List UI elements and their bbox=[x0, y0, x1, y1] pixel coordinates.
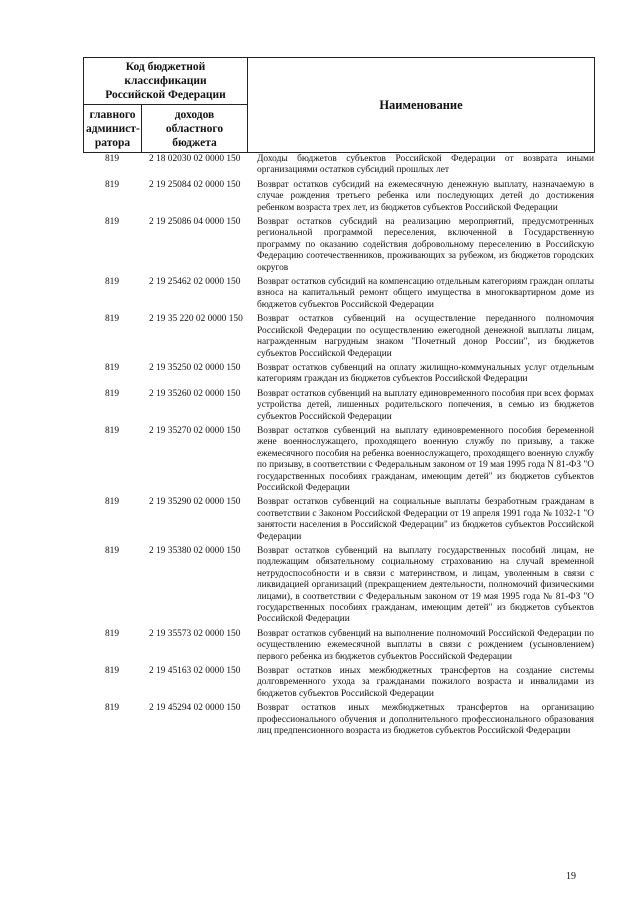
admin-code-cell: 819 bbox=[104, 666, 120, 677]
table-row bbox=[83, 666, 594, 703]
header-table bbox=[83, 57, 595, 153]
name-cell: Возврат остатков субвенций на осуществление переданного полномочия Российской Федерации по осуществлению ежегодной денежной выплаты лицам, награжденным нагрудным знаком "Почетный донор России", из бюджетов субъектов Российской Федерации bbox=[257, 314, 594, 359]
income-code-cell: 2 19 25462 02 0000 150 bbox=[149, 277, 241, 288]
income-code-cell: 2 19 35250 02 0000 150 bbox=[149, 362, 241, 373]
admin-code-cell: 819 bbox=[104, 154, 120, 164]
table-row bbox=[83, 703, 594, 740]
table-row bbox=[83, 363, 594, 389]
table-row bbox=[83, 426, 594, 497]
name-cell: Возврат остатков субвенций на выполнение полномочий Российской Федерации по осуществлению ежемесячной выплаты в связи с рождением (усыновлением) первого ребенка из бюджетов субъектов Российской Федерации bbox=[257, 628, 594, 662]
name-cell: Возврат остатков субсидий на реализацию мероприятий, предусмотренных региональной программой переселения, включенной в Государственную программу по оказанию содействия добровольному переселению в Российскую Федерацию соотечественников, проживающих за рубежом, из бюджетов городских округов bbox=[257, 217, 594, 273]
table-row bbox=[83, 546, 594, 629]
admin-code-cell: 819 bbox=[104, 628, 120, 639]
income-code-cell: 2 18 02030 02 0000 150 bbox=[149, 154, 241, 164]
admin-code-cell: 819 bbox=[104, 703, 120, 714]
income-code-cell: 2 19 25086 04 0000 150 bbox=[149, 217, 241, 228]
admin-code-cell: 819 bbox=[104, 217, 120, 228]
table-row bbox=[83, 217, 594, 277]
admin-code-cell: 819 bbox=[104, 546, 120, 556]
name-cell: Доходы бюджетов субъектов Российской Федерации от возврата иными организациями остатков субсидий прошлых лет bbox=[257, 154, 594, 176]
table-row bbox=[83, 389, 594, 426]
income-code-cell: 2 19 35573 02 0000 150 bbox=[149, 628, 241, 639]
admin-code-cell: 819 bbox=[104, 277, 120, 288]
income-code-cell: 2 19 45163 02 0000 150 bbox=[149, 666, 241, 677]
name-cell: Возврат остатков субвенций на выплату единовременного пособия при всех формах устройства детей, лишенных родительского попечения, в семью из бюджетов субъектов Российской Федерации bbox=[257, 388, 594, 422]
header-income-column: доходов областного бюджета bbox=[142, 105, 248, 153]
table-row bbox=[83, 629, 594, 666]
name-cell: Возврат остатков иных межбюджетных трансфертов на создание системы долговременного ухода за гражданами пожилого возраста и инвалидами из бюджетов субъектов Российской Федерации bbox=[257, 666, 594, 699]
income-code-cell: 2 19 35290 02 0000 150 bbox=[149, 497, 241, 508]
admin-code-cell: 819 bbox=[104, 497, 120, 508]
admin-code-cell: 819 bbox=[104, 388, 120, 399]
table-row bbox=[83, 314, 594, 363]
name-cell: Возврат остатков субвенций на социальные выплаты безработным гражданам в соответствии с Законом Российской Федерации от 19 апреля 1991 года № 1032-1 "О занятости населения в Российской Федерации" из бюджетов субъектов Российской Федерации bbox=[257, 497, 594, 542]
page-number: 19 bbox=[566, 871, 576, 882]
header-name-column: Наименование bbox=[248, 58, 595, 153]
codes-table bbox=[83, 154, 594, 741]
income-code-cell: 2 19 25084 02 0000 150 bbox=[149, 179, 241, 190]
income-code-cell: 2 19 35 220 02 0000 150 bbox=[149, 314, 243, 325]
income-code-cell: 2 19 35270 02 0000 150 bbox=[149, 425, 241, 436]
income-code-cell: 2 19 35260 02 0000 150 bbox=[149, 388, 241, 399]
table-row bbox=[83, 180, 594, 217]
income-code-cell: 2 19 45294 02 0000 150 bbox=[149, 703, 241, 714]
table-row bbox=[83, 154, 594, 180]
codes-table-body bbox=[83, 154, 594, 741]
table-row bbox=[83, 277, 594, 314]
name-cell: Возврат остатков иных межбюджетных трансфертов на организацию профессионального обучения и дополнительного профессионального образования лиц предпенсионного возраста из бюджетов субъектов Российской Федерации bbox=[257, 703, 594, 737]
header-admin-column: главного админист-ратора bbox=[84, 105, 142, 153]
header-classification-group: Код бюджетной классификации Российской Федерации bbox=[84, 58, 248, 105]
table-row bbox=[83, 497, 594, 546]
admin-code-cell: 819 bbox=[104, 179, 120, 190]
name-cell: Возврат остатков субвенций на выплату единовременного пособия беременной жене военнослужащего, проходящего военную службу по призыву, а также ежемесячного пособия на ребенка военнослужащего, проходящего военную службу по призыву, в соответствии с Федеральным законом от 19 мая 1995 года N 81-ФЗ "О государственных пособиях гражданам, имеющим детей" из бюджетов субъектов Российской Федерации bbox=[257, 425, 594, 493]
name-cell: Возврат остатков субвенций на оплату жилищно-коммунальных услуг отдельным категориям граждан из бюджетов субъектов Российской Федерации bbox=[257, 362, 594, 385]
admin-code-cell: 819 bbox=[104, 425, 120, 436]
admin-code-cell: 819 bbox=[104, 362, 120, 373]
name-cell: Возврат остатков субсидий на ежемесячную денежную выплату, назначаемую в случае рождения третьего ребенка или последующих детей до достижения ребенком возраста трех лет, из бюджетов субъектов Российской Федерации bbox=[257, 179, 594, 213]
name-cell: Возврат остатков субсидий на компенсацию отдельным категориям граждан оплаты взноса на капитальный ремонт общего имущества в многоквартирном доме из бюджетов субъектов Российской Федерации bbox=[257, 277, 594, 310]
admin-code-cell: 819 bbox=[104, 314, 120, 325]
income-code-cell: 2 19 35380 02 0000 150 bbox=[149, 546, 241, 556]
name-cell: Возврат остатков субвенций на выплату государственных пособий лицам, не подлежащим обязательному социальному страхованию на случай временной нетрудоспособности и в связи с материнством, и лицам, уволенным в связи с ликвидацией организаций (прекращением деятельности, полномочий физическими лицами), в соответствии с Федеральным законом от 19 мая 1995 года № 81-ФЗ "О государственных пособиях гражданам, имеющим детей" из бюджетов субъектов Российской Федерации bbox=[257, 546, 594, 625]
